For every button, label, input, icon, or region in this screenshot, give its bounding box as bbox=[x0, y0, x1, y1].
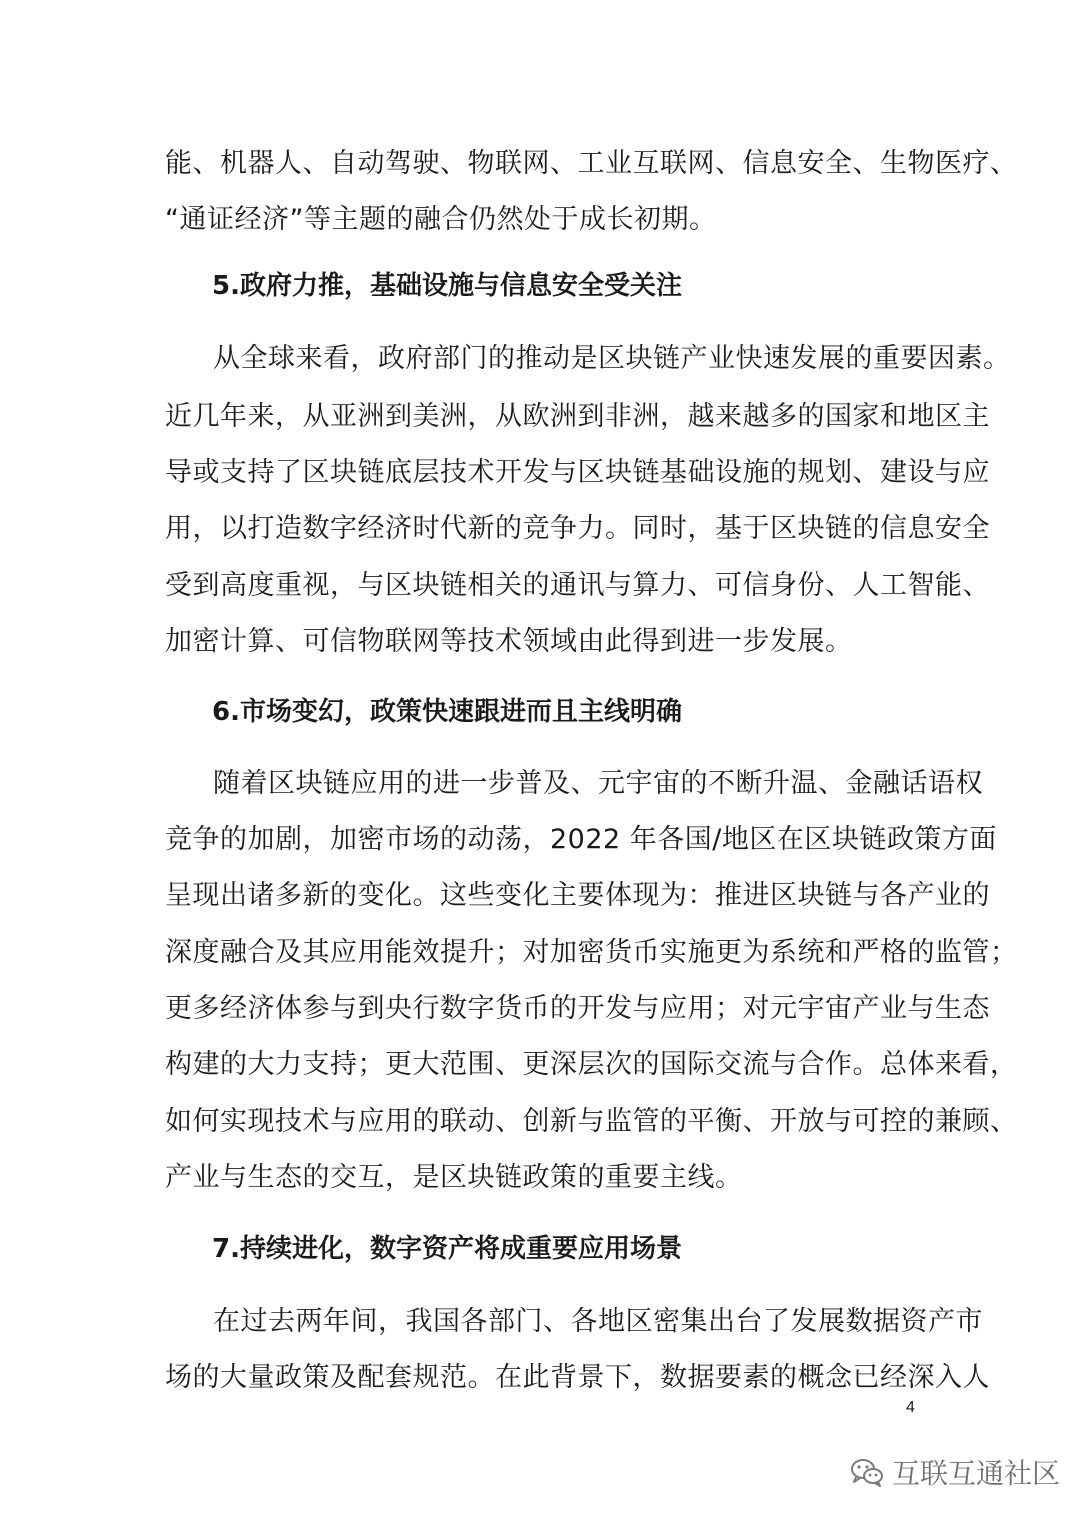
watermark bbox=[850, 1450, 1060, 1494]
body-text-line: 如何实现技术与应用的联动、创新与监管的平衡、开放与可控的兼顾、 bbox=[165, 1106, 1018, 1137]
body-text-line: 近几年来，从亚洲到美洲，从欧洲到非洲，越来越多的国家和地区主 bbox=[165, 401, 990, 432]
wechat-icon bbox=[850, 1457, 884, 1487]
body-text-line: 深度融合及其应用能效提升；对加密货币实施更为系统和严格的监管； bbox=[165, 937, 1018, 968]
body-text-line: 产业与生态的交互，是区块链政策的重要主线。 bbox=[165, 1162, 743, 1193]
section-heading: 6.市场变幻，政策快速跟进而且主线明确 bbox=[212, 697, 682, 727]
body-text-line: 在过去两年间，我国各部门、各地区密集出台了发展数据资产市 bbox=[213, 1306, 983, 1337]
body-text-line: 更多经济体参与到央行数字货币的开发与应用；对元宇宙产业与生态 bbox=[165, 993, 990, 1024]
watermark-text: 互联互通社区 bbox=[892, 1457, 1061, 1490]
body-text-line: “通证经济”等主题的融合仍然处于成长初期。 bbox=[165, 204, 717, 235]
body-text-line: 竞争的加剧，加密市场的动荡，2022 年各国/地区在区块链政策方面 bbox=[165, 824, 997, 855]
body-text-line: 随着区块链应用的进一步普及、元宇宙的不断升温、金融话语权 bbox=[213, 768, 983, 799]
body-text-line: 受到高度重视，与区块链相关的通讯与算力、可信身份、人工智能、 bbox=[165, 570, 990, 601]
body-text-line: 导或支持了区块链底层技术开发与区块链基础设施的规划、建设与应 bbox=[165, 457, 990, 488]
body-text-line: 呈现出诸多新的变化。这些变化主要体现为：推进区块链与各产业的 bbox=[165, 880, 990, 911]
body-text-line: 构建的大力支持；更大范围、更深层次的国际交流与合作。总体来看， bbox=[165, 1049, 1018, 1080]
body-text-line: 用，以打造数字经济时代新的竞争力。同时，基于区块链的信息安全 bbox=[165, 513, 990, 544]
body-text-line: 从全球来看，政府部门的推动是区块链产业快速发展的重要因素。 bbox=[213, 343, 1011, 374]
page-number: 4 bbox=[906, 1399, 915, 1416]
section-heading: 7.持续进化，数字资产将成重要应用场景 bbox=[212, 1234, 682, 1264]
body-text-line: 场的大量政策及配套规范。在此背景下，数据要素的概念已经深入人 bbox=[165, 1362, 990, 1393]
section-heading: 5.政府力推，基础设施与信息安全受关注 bbox=[212, 271, 682, 301]
body-text-line: 能、机器人、自动驾驶、物联网、工业互联网、信息安全、生物医疗、 bbox=[165, 148, 1018, 179]
body-text-line: 加密计算、可信物联网等技术领域由此得到进一步发展。 bbox=[165, 626, 853, 657]
